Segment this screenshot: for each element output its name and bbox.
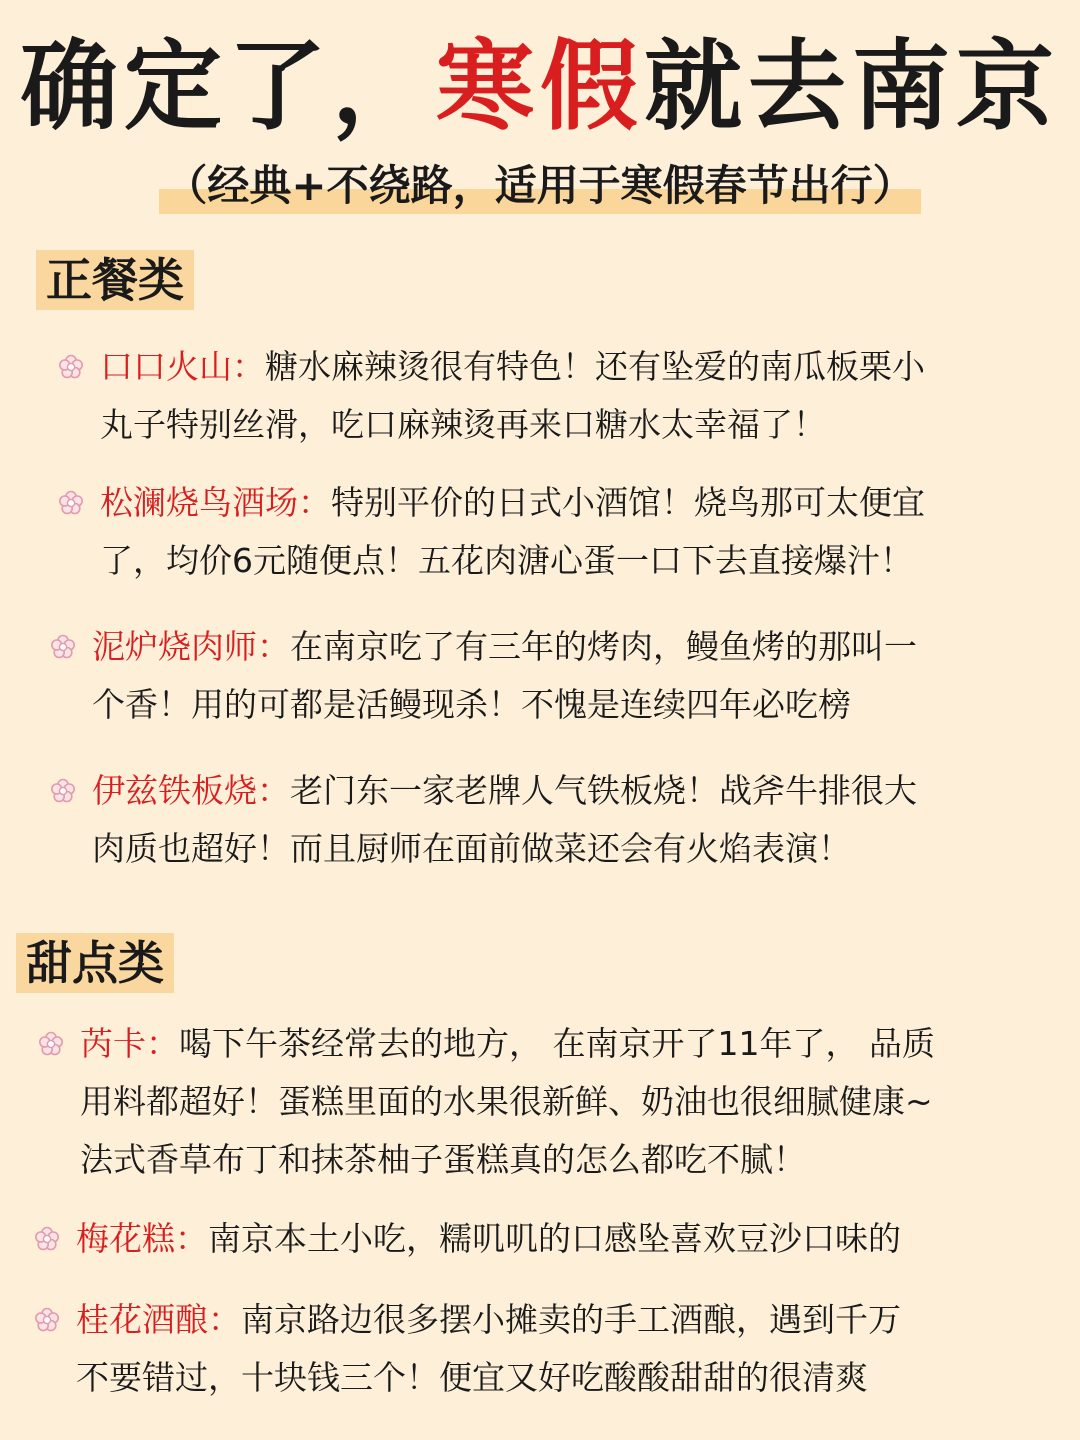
flower-icon xyxy=(50,634,76,660)
entry-line-2: 用料都超好！蛋糕里面的水果很新鲜、奶油也很细腻健康~ xyxy=(80,1082,933,1121)
entry-line-1 xyxy=(76,1210,901,1268)
entry-name: 泥炉烧肉师： xyxy=(92,627,290,666)
flower-icon xyxy=(34,1307,60,1333)
title-part-2: 就去南京 xyxy=(644,30,1061,144)
section-label-desserts: 甜点类 xyxy=(16,933,174,993)
flower-icon xyxy=(34,1226,60,1252)
entry-name: 梅花糕： xyxy=(76,1219,208,1258)
entry-name: 伊兹铁板烧： xyxy=(92,771,290,810)
entry-line-1 xyxy=(92,762,917,820)
entry-text: 老门东一家老牌人气铁板烧！战斧牛排很大 xyxy=(290,771,917,810)
list-item xyxy=(92,618,917,734)
flower-icon xyxy=(58,490,84,516)
entry-line-1 xyxy=(76,1291,901,1349)
entry-line-2: 个香！用的可都是活鳗现杀！不愧是连续四年必吃榜 xyxy=(92,685,851,724)
entry-line-3: 法式香草布丁和抹茶柚子蛋糕真的怎么都吃不腻！ xyxy=(80,1140,806,1179)
flower-icon xyxy=(58,354,84,380)
list-item xyxy=(80,1015,935,1189)
entry-name: 芮卡： xyxy=(80,1024,179,1063)
subtitle: （经典+不绕路，适用于寒假春节出行） xyxy=(159,158,920,214)
entry-line-2: 了，均价6元随便点！五花肉溏心蛋一口下去直接爆汁！ xyxy=(100,541,913,580)
flower-icon xyxy=(50,778,76,804)
entry-line-1 xyxy=(100,474,925,532)
list-item xyxy=(76,1210,901,1268)
entry-name: 松澜烧鸟酒场： xyxy=(100,483,331,522)
list-item xyxy=(92,762,917,878)
section-label-main-meals: 正餐类 xyxy=(36,250,194,310)
entry-name: 口口火山： xyxy=(100,347,265,386)
entry-line-1 xyxy=(92,618,917,676)
subtitle-wrapper xyxy=(0,158,1080,214)
list-item xyxy=(76,1291,901,1407)
list-item xyxy=(100,338,925,454)
entry-line-1 xyxy=(80,1015,935,1073)
entry-text: 喝下午茶经常去的地方， 在南京开了11年了， 品质 xyxy=(179,1024,935,1063)
entry-text: 糖水麻辣烫很有特色！还有坠爱的南瓜板栗小 xyxy=(265,347,925,386)
entry-text: 特别平价的日式小酒馆！烧鸟那可太便宜 xyxy=(331,483,925,522)
entry-line-2: 肉质也超好！而且厨师在面前做菜还会有火焰表演！ xyxy=(92,829,851,868)
entry-line-1 xyxy=(100,338,925,396)
title-highlight: 寒假 xyxy=(435,30,644,144)
title-part-1: 确定了， xyxy=(19,30,436,144)
page-title xyxy=(0,28,1080,146)
list-item xyxy=(100,474,925,590)
entry-text: 南京路边很多摆小摊卖的手工酒酿，遇到千万 xyxy=(241,1300,901,1339)
entry-text: 南京本土小吃，糯叽叽的口感坠喜欢豆沙口味的 xyxy=(208,1219,901,1258)
entry-text: 在南京吃了有三年的烤肉，鳗鱼烤的那叫一 xyxy=(290,627,917,666)
entry-line-2: 不要错过，十块钱三个！便宜又好吃酸酸甜甜的很清爽 xyxy=(76,1358,868,1397)
flower-icon xyxy=(38,1031,64,1057)
entry-line-2: 丸子特别丝滑，吃口麻辣烫再来口糖水太幸福了！ xyxy=(100,405,826,444)
entry-name: 桂花酒酿： xyxy=(76,1300,241,1339)
